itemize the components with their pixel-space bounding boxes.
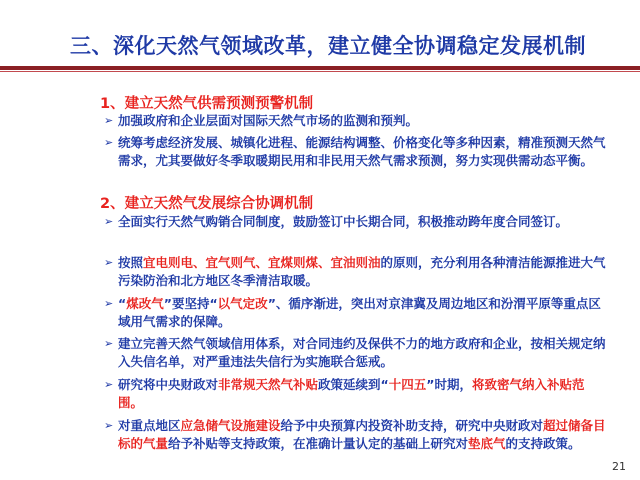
page-number: 21 [612, 460, 626, 473]
title-rule-thin [0, 71, 640, 72]
bullet-1-2-text: 统筹考虑经济发展、城镇化进程、能源结构调整、价格变化等多种因素，精准预测天然气需求，尤其要做好冬季取暖期民用和非民用天然气需求预测，努力实现供需动态平衡。 [118, 135, 606, 168]
bullet-2-6-seg-2: 给予中央预算内投资补助支持，研究中央财政对 [280, 418, 544, 433]
bullet-1-2 [104, 134, 608, 169]
bullet-2-1-text: 全面实行天然气购销合同制度，鼓励签订中长期合同，积极推动跨年度合同签订。 [118, 214, 569, 229]
title-rule [0, 66, 640, 70]
bullet-2-3 [104, 295, 608, 330]
bullet-2-6-seg-0: 对重点地区 [118, 418, 181, 433]
bullet-1-1 [104, 112, 608, 130]
bullet-arrow-icon: ➢ [104, 297, 114, 310]
bullet-2-6-seg-4: 给予补贴等支持政策，在准确计量认定的基础上研究对 [168, 435, 469, 451]
bullet-2-5 [104, 376, 608, 411]
bullet-2-2-seg-1: 宜电则电、宜气则气、宜煤则煤、宜油则油 [143, 255, 381, 270]
bullet-arrow-icon: ➢ [104, 136, 114, 149]
bullet-2-6-seg-5: 垫底气 [468, 435, 506, 451]
bullet-2-3-seg-2: ”要坚持“ [163, 296, 218, 311]
bullet-2-3-seg-1: 煤改气 [126, 296, 164, 311]
bullet-2-5-seg-1: 非常规天然气补贴 [218, 377, 319, 392]
bullet-2-6-seg-3: 超过储备目标的气量 [118, 418, 606, 451]
slide-title: 三、深化天然气领域改革，建立健全协调稳定发展机制 [70, 34, 586, 58]
bullet-2-5-seg-4: ”时期， [426, 377, 472, 392]
bullet-arrow-icon: ➢ [104, 419, 114, 432]
bullet-2-4 [104, 335, 608, 370]
bullet-arrow-icon: ➢ [104, 378, 114, 391]
bullet-1-1-text: 加强政府和企业层面对国际天然气市场的监测和预判。 [118, 113, 419, 128]
bullet-2-5-seg-2: 政策延续到“ [318, 377, 389, 392]
bullet-2-2-seg-2: 的原则，充分利用各种清洁能源推进大气污染防治和北方地区冬季清洁取暖。 [118, 255, 606, 288]
bullet-2-1 [104, 213, 608, 231]
bullet-2-3-seg-3: 以气定改 [217, 296, 268, 311]
bullet-2-2 [104, 254, 608, 289]
bullet-2-4-text: 建立完善天然气领域信用体系，对合同违约及保供不力的地方政府和企业，按相关规定纳入失信名单，对严重违法失信行为实施联合惩戒。 [118, 336, 606, 369]
bullet-arrow-icon: ➢ [104, 215, 114, 228]
bullet-arrow-icon: ➢ [104, 256, 114, 269]
bullet-2-6-seg-6: 的支持政策。 [505, 435, 581, 451]
bullet-2-5-seg-0: 研究将中央财政对 [118, 377, 219, 392]
section-heading-1: 1、建立天然气供需预测预警机制 [100, 96, 314, 112]
section-heading-2: 2、建立天然气发展综合协调机制 [100, 196, 314, 212]
bullet-2-2-seg-0: 按照 [118, 255, 144, 270]
bullet-arrow-icon: ➢ [104, 337, 114, 350]
bullet-2-3-seg-4: ”、循序渐进，突出对京津冀及周边地区和汾渭平原等重点区域用气需求的保障。 [118, 296, 601, 329]
bullet-2-5-seg-3: 十四五 [388, 377, 427, 392]
bullet-2-6 [104, 417, 608, 452]
bullet-arrow-icon: ➢ [104, 114, 114, 127]
bullet-2-6-seg-1: 应急储气设施建设 [180, 418, 281, 433]
bullet-2-5-seg-5: 将致密气纳入补贴范围。 [118, 377, 585, 410]
bullet-2-3-seg-0: “ [118, 296, 127, 311]
